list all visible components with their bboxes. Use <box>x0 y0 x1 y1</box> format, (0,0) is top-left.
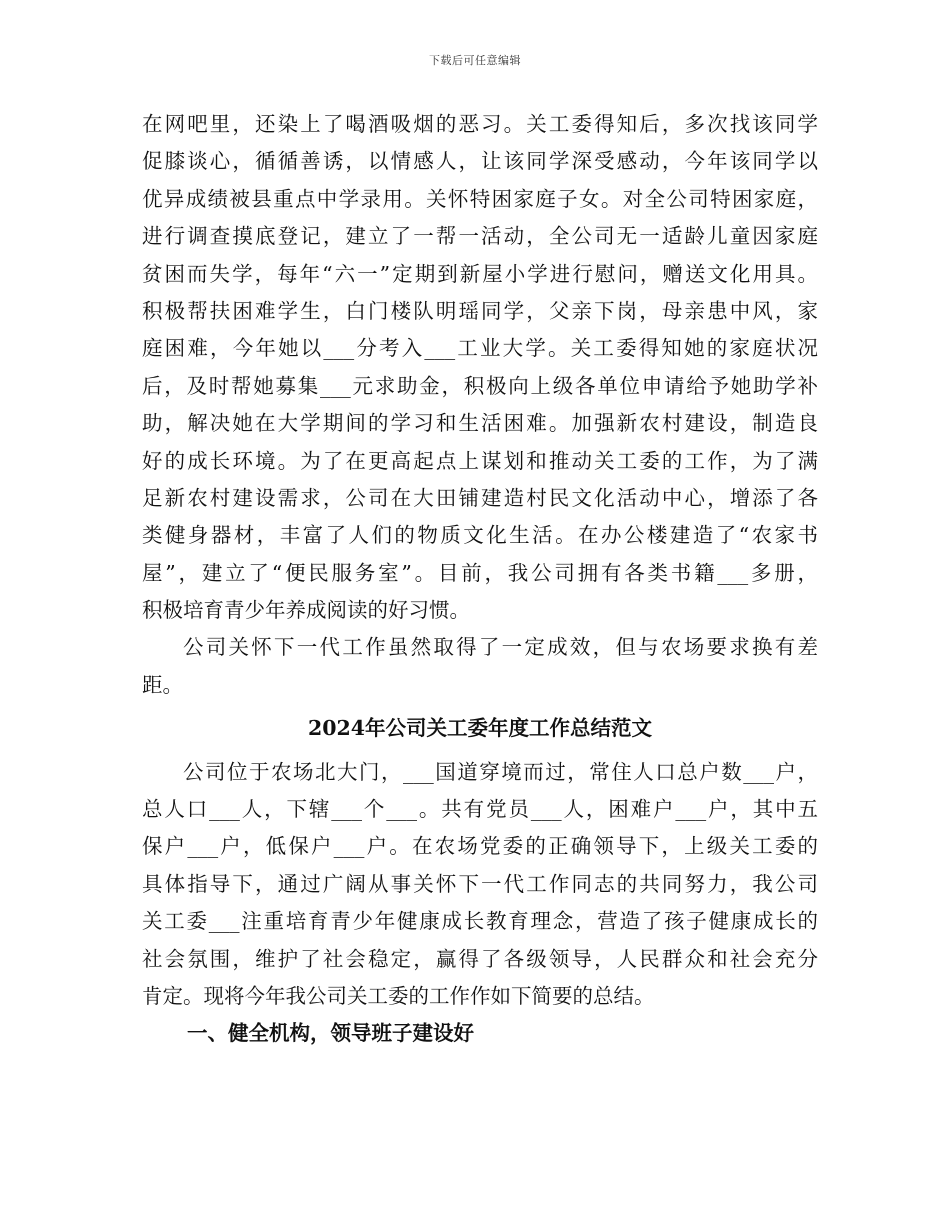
text-line: 总人口___人，下辖___个___。共有党员___人，困难户___户，其中五 <box>142 797 818 822</box>
text-line: 屋”，建立了“便民服务室”。目前，我公司拥有各类书籍___多册， <box>142 560 818 585</box>
text-line: 肯定。现将今年我公司关工委的工作作如下简要的总结。 <box>142 983 655 1008</box>
text-line: 具体指导下，通过广阔从事关怀下一代工作同志的共同努力，我公司 <box>142 871 818 896</box>
text-line: 公司关怀下一代工作虽然取得了一定成效，但与农场要求换有差 <box>183 635 818 660</box>
text-line: 社会氛围，维护了社会稳定，赢得了各级领导，人民群众和社会充分 <box>142 946 818 971</box>
text-line: 庭困难，今年她以___分考入___工业大学。关工委得知她的家庭状况 <box>142 336 818 361</box>
text-line: 公司位于农场北大门，___国道穿境而过，常住人口总户数___户， <box>183 759 818 784</box>
section-heading: 一、健全机构，领导班子建设好 <box>187 1021 474 1046</box>
text-line: 关工委___注重培育青少年健康成长教育理念，营造了孩子健康成长的 <box>142 909 818 934</box>
text-line: 类健身器材，丰富了人们的物质文化生活。在办公楼建造了“农家书 <box>142 523 818 548</box>
text-line: 距。 <box>142 672 183 697</box>
text-line: 积极帮扶困难学生，白门楼队明瑶同学，父亲下岗，母亲患中风，家 <box>142 298 818 323</box>
text-line: 优异成绩被县重点中学录用。关怀特困家庭子女。对全公司特困家庭， <box>142 186 818 211</box>
text-line: 在网吧里，还染上了喝酒吸烟的恶习。关工委得知后，多次找该同学 <box>142 112 818 136</box>
text-line: 进行调查摸底登记，建立了一帮一活动，全公司无一适龄儿童因家庭 <box>142 224 818 249</box>
text-line: 促膝谈心，循循善诱，以情感人，让该同学深受感动，今年该同学以 <box>142 149 818 174</box>
page-header: 下载后可任意编辑 <box>429 54 521 67</box>
text-line: 后，及时帮她募集___元求助金，积极向上级各单位申请给予她助学补 <box>142 373 818 398</box>
text-line: 保户___户，低保户___户。在农场党委的正确领导下，上级关工委的 <box>142 834 818 859</box>
text-line: 贫困而失学，每年“六一”定期到新屋小学进行慰问，赠送文化用具。 <box>142 261 818 286</box>
paragraph-overview <box>142 754 818 1016</box>
paragraph-gap-summary <box>142 629 818 704</box>
paragraph-continued <box>142 106 818 629</box>
text-line: 积极培育青少年养成阅读的好习惯。 <box>142 598 470 623</box>
document-title: 2024年公司关工委年度工作总结范文 <box>307 716 653 741</box>
text-line: 助，解决她在大学期间的学习和生活困难。加强新农村建设，制造良 <box>142 411 818 436</box>
text-line: 足新农村建设需求，公司在大田铺建造村民文化活动中心，增添了各 <box>142 485 818 510</box>
document-body <box>142 106 818 1053</box>
text-line: 好的成长环境。为了在更高起点上谋划和推动关工委的工作，为了满 <box>142 448 818 473</box>
